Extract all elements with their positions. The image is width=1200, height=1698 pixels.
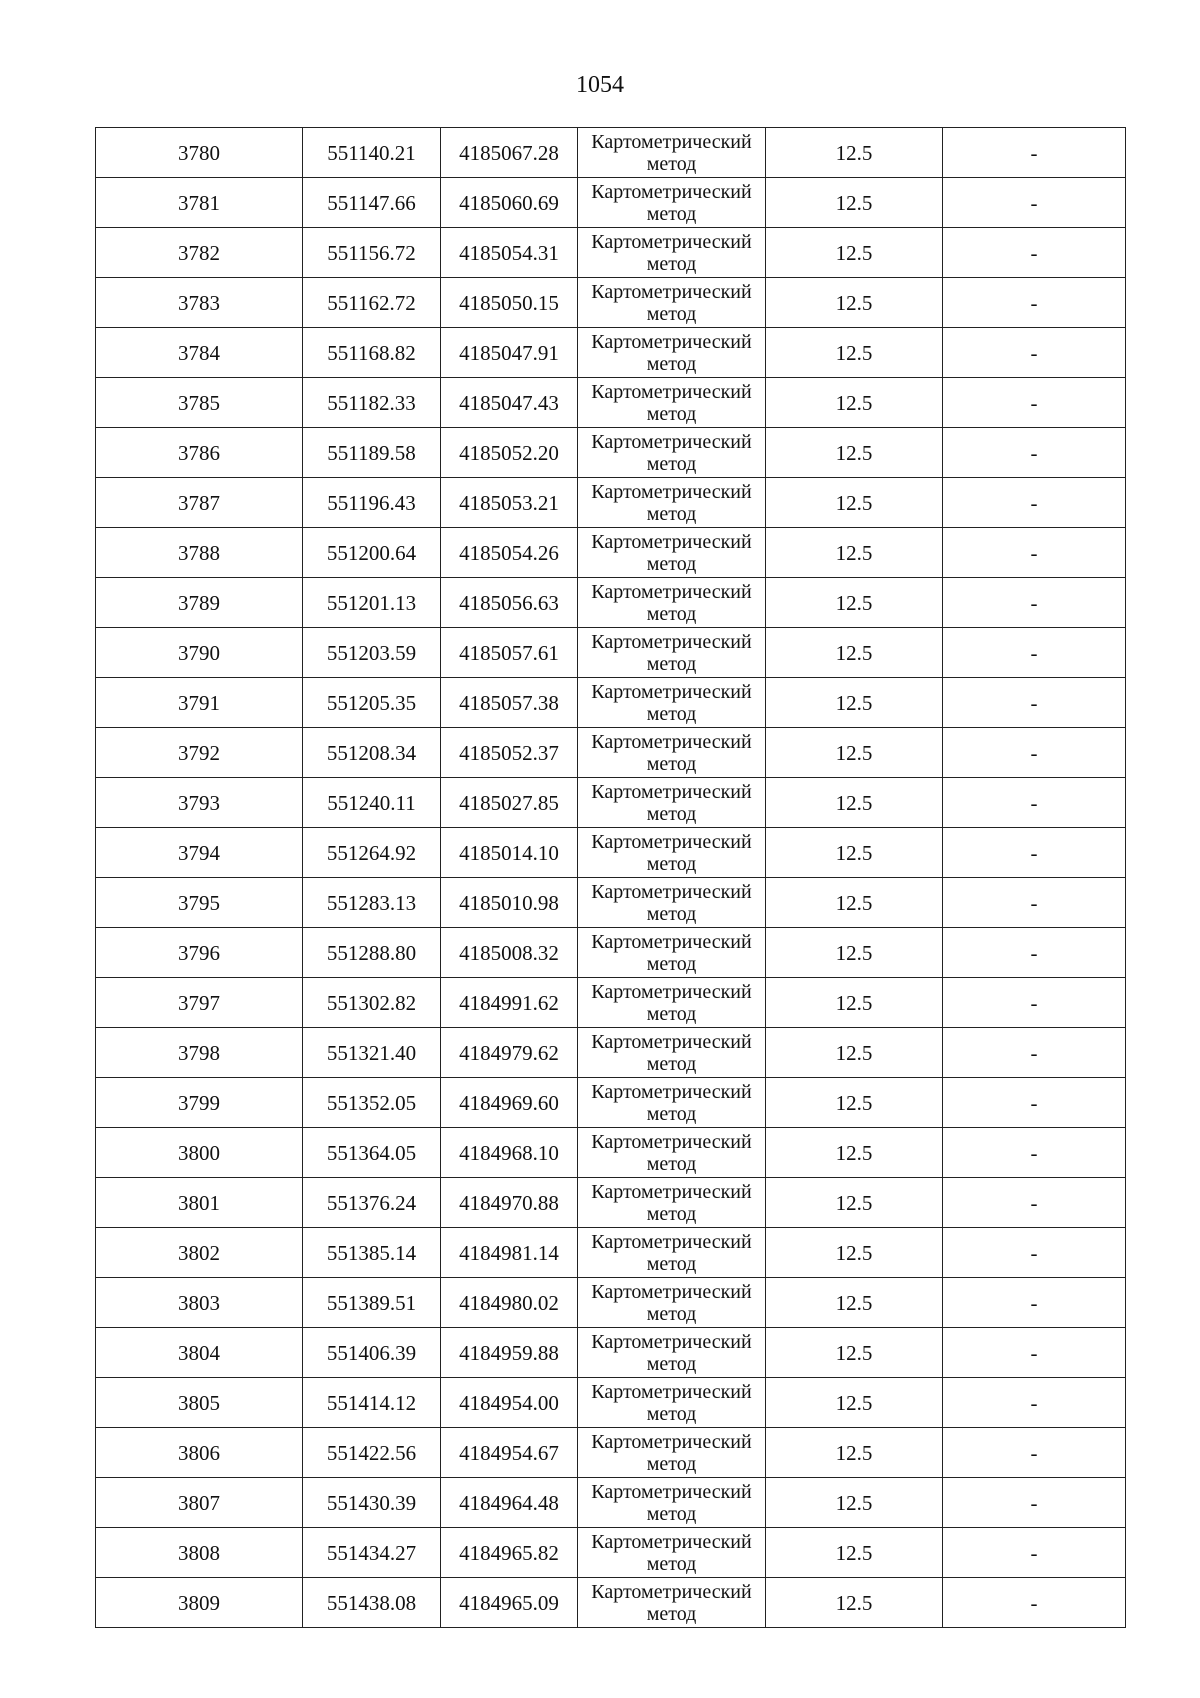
method-cell: Картометрический метод	[578, 628, 766, 678]
note-cell: -	[943, 428, 1126, 478]
note-cell: -	[943, 1328, 1126, 1378]
point-number-cell: 3793	[96, 778, 303, 828]
method-cell: Картометрический метод	[578, 178, 766, 228]
x-coordinate-cell: 551364.05	[303, 1128, 441, 1178]
method-cell: Картометрический метод	[578, 828, 766, 878]
y-coordinate-cell: 4185057.61	[441, 628, 578, 678]
accuracy-cell: 12.5	[766, 628, 943, 678]
point-number-cell: 3790	[96, 628, 303, 678]
accuracy-cell: 12.5	[766, 1228, 943, 1278]
method-cell: Картометрический метод	[578, 1278, 766, 1328]
point-number-cell: 3808	[96, 1528, 303, 1578]
method-cell: Картометрический метод	[578, 1028, 766, 1078]
note-cell: -	[943, 1028, 1126, 1078]
x-coordinate-cell: 551240.11	[303, 778, 441, 828]
accuracy-cell: 12.5	[766, 1428, 943, 1478]
accuracy-cell: 12.5	[766, 1078, 943, 1128]
accuracy-cell: 12.5	[766, 1278, 943, 1328]
y-coordinate-cell: 4185050.15	[441, 278, 578, 328]
method-cell: Картометрический метод	[578, 878, 766, 928]
method-cell: Картометрический метод	[578, 378, 766, 428]
table-row	[96, 828, 1126, 878]
table-row	[96, 128, 1126, 178]
y-coordinate-cell: 4184964.48	[441, 1478, 578, 1528]
method-cell: Картометрический метод	[578, 578, 766, 628]
x-coordinate-cell: 551389.51	[303, 1278, 441, 1328]
note-cell: -	[943, 978, 1126, 1028]
x-coordinate-cell: 551288.80	[303, 928, 441, 978]
x-coordinate-cell: 551205.35	[303, 678, 441, 728]
y-coordinate-cell: 4184970.88	[441, 1178, 578, 1228]
note-cell: -	[943, 928, 1126, 978]
method-cell: Картометрический метод	[578, 428, 766, 478]
method-cell: Картометрический метод	[578, 678, 766, 728]
point-number-cell: 3804	[96, 1328, 303, 1378]
x-coordinate-cell: 551264.92	[303, 828, 441, 878]
accuracy-cell: 12.5	[766, 528, 943, 578]
method-cell: Картометрический метод	[578, 528, 766, 578]
method-cell: Картометрический метод	[578, 1228, 766, 1278]
x-coordinate-cell: 551200.64	[303, 528, 441, 578]
table-row	[96, 1328, 1126, 1378]
y-coordinate-cell: 4185010.98	[441, 878, 578, 928]
x-coordinate-cell: 551140.21	[303, 128, 441, 178]
y-coordinate-cell: 4184979.62	[441, 1028, 578, 1078]
point-number-cell: 3787	[96, 478, 303, 528]
accuracy-cell: 12.5	[766, 1028, 943, 1078]
point-number-cell: 3794	[96, 828, 303, 878]
note-cell: -	[943, 678, 1126, 728]
method-cell: Картометрический метод	[578, 728, 766, 778]
table-row	[96, 978, 1126, 1028]
point-number-cell: 3805	[96, 1378, 303, 1428]
x-coordinate-cell: 551147.66	[303, 178, 441, 228]
note-cell: -	[943, 778, 1126, 828]
method-cell: Картометрический метод	[578, 1578, 766, 1628]
y-coordinate-cell: 4185054.26	[441, 528, 578, 578]
accuracy-cell: 12.5	[766, 828, 943, 878]
table-row	[96, 1178, 1126, 1228]
accuracy-cell: 12.5	[766, 1378, 943, 1428]
table-body	[96, 128, 1126, 1628]
method-cell: Картометрический метод	[578, 1078, 766, 1128]
accuracy-cell: 12.5	[766, 1478, 943, 1528]
note-cell: -	[943, 878, 1126, 928]
x-coordinate-cell: 551430.39	[303, 1478, 441, 1528]
point-number-cell: 3809	[96, 1578, 303, 1628]
point-number-cell: 3802	[96, 1228, 303, 1278]
y-coordinate-cell: 4184959.88	[441, 1328, 578, 1378]
accuracy-cell: 12.5	[766, 378, 943, 428]
accuracy-cell: 12.5	[766, 428, 943, 478]
note-cell: -	[943, 728, 1126, 778]
point-number-cell: 3792	[96, 728, 303, 778]
note-cell: -	[943, 1128, 1126, 1178]
table-row	[96, 1278, 1126, 1328]
point-number-cell: 3798	[96, 1028, 303, 1078]
y-coordinate-cell: 4184981.14	[441, 1228, 578, 1278]
x-coordinate-cell: 551321.40	[303, 1028, 441, 1078]
point-number-cell: 3791	[96, 678, 303, 728]
method-cell: Картометрический метод	[578, 1178, 766, 1228]
y-coordinate-cell: 4185027.85	[441, 778, 578, 828]
x-coordinate-cell: 551208.34	[303, 728, 441, 778]
point-number-cell: 3789	[96, 578, 303, 628]
accuracy-cell: 12.5	[766, 928, 943, 978]
page-number: 1054	[576, 72, 624, 98]
point-number-cell: 3806	[96, 1428, 303, 1478]
y-coordinate-cell: 4185060.69	[441, 178, 578, 228]
y-coordinate-cell: 4184954.67	[441, 1428, 578, 1478]
table-row	[96, 1478, 1126, 1528]
table-row	[96, 628, 1126, 678]
x-coordinate-cell: 551352.05	[303, 1078, 441, 1128]
accuracy-cell: 12.5	[766, 728, 943, 778]
method-cell: Картометрический метод	[578, 128, 766, 178]
point-number-cell: 3781	[96, 178, 303, 228]
point-number-cell: 3795	[96, 878, 303, 928]
method-cell: Картометрический метод	[578, 1478, 766, 1528]
point-number-cell: 3786	[96, 428, 303, 478]
note-cell: -	[943, 1078, 1126, 1128]
x-coordinate-cell: 551434.27	[303, 1528, 441, 1578]
y-coordinate-cell: 4185014.10	[441, 828, 578, 878]
accuracy-cell: 12.5	[766, 178, 943, 228]
method-cell: Картометрический метод	[578, 228, 766, 278]
y-coordinate-cell: 4184980.02	[441, 1278, 578, 1328]
point-number-cell: 3800	[96, 1128, 303, 1178]
note-cell: -	[943, 1378, 1126, 1428]
note-cell: -	[943, 528, 1126, 578]
point-number-cell: 3803	[96, 1278, 303, 1328]
x-coordinate-cell: 551302.82	[303, 978, 441, 1028]
table-row	[96, 928, 1126, 978]
point-number-cell: 3784	[96, 328, 303, 378]
note-cell: -	[943, 1228, 1126, 1278]
table-row	[96, 528, 1126, 578]
note-cell: -	[943, 628, 1126, 678]
x-coordinate-cell: 551203.59	[303, 628, 441, 678]
table-row	[96, 228, 1126, 278]
y-coordinate-cell: 4184965.82	[441, 1528, 578, 1578]
table-row	[96, 578, 1126, 628]
accuracy-cell: 12.5	[766, 128, 943, 178]
note-cell: -	[943, 1478, 1126, 1528]
accuracy-cell: 12.5	[766, 278, 943, 328]
accuracy-cell: 12.5	[766, 328, 943, 378]
table-row	[96, 478, 1126, 528]
y-coordinate-cell: 4184965.09	[441, 1578, 578, 1628]
x-coordinate-cell: 551376.24	[303, 1178, 441, 1228]
note-cell: -	[943, 1178, 1126, 1228]
y-coordinate-cell: 4185056.63	[441, 578, 578, 628]
table-row	[96, 1428, 1126, 1478]
point-number-cell: 3782	[96, 228, 303, 278]
note-cell: -	[943, 1428, 1126, 1478]
table-row	[96, 728, 1126, 778]
point-number-cell: 3797	[96, 978, 303, 1028]
x-coordinate-cell: 551406.39	[303, 1328, 441, 1378]
accuracy-cell: 12.5	[766, 1128, 943, 1178]
table-row	[96, 428, 1126, 478]
note-cell: -	[943, 378, 1126, 428]
method-cell: Картометрический метод	[578, 478, 766, 528]
point-number-cell: 3796	[96, 928, 303, 978]
x-coordinate-cell: 551414.12	[303, 1378, 441, 1428]
accuracy-cell: 12.5	[766, 778, 943, 828]
point-number-cell: 3799	[96, 1078, 303, 1128]
note-cell: -	[943, 578, 1126, 628]
y-coordinate-cell: 4185057.38	[441, 678, 578, 728]
note-cell: -	[943, 1278, 1126, 1328]
y-coordinate-cell: 4185053.21	[441, 478, 578, 528]
y-coordinate-cell: 4185052.20	[441, 428, 578, 478]
note-cell: -	[943, 828, 1126, 878]
x-coordinate-cell: 551156.72	[303, 228, 441, 278]
method-cell: Картометрический метод	[578, 278, 766, 328]
accuracy-cell: 12.5	[766, 1528, 943, 1578]
point-number-cell: 3801	[96, 1178, 303, 1228]
note-cell: -	[943, 328, 1126, 378]
point-number-cell: 3807	[96, 1478, 303, 1528]
y-coordinate-cell: 4184969.60	[441, 1078, 578, 1128]
x-coordinate-cell: 551385.14	[303, 1228, 441, 1278]
table-row	[96, 678, 1126, 728]
table-row	[96, 878, 1126, 928]
method-cell: Картометрический метод	[578, 1428, 766, 1478]
table-row	[96, 1028, 1126, 1078]
x-coordinate-cell: 551162.72	[303, 278, 441, 328]
method-cell: Картометрический метод	[578, 1328, 766, 1378]
x-coordinate-cell: 551422.56	[303, 1428, 441, 1478]
method-cell: Картометрический метод	[578, 978, 766, 1028]
accuracy-cell: 12.5	[766, 478, 943, 528]
table-row	[96, 278, 1126, 328]
table-row	[96, 1378, 1126, 1428]
accuracy-cell: 12.5	[766, 1578, 943, 1628]
y-coordinate-cell: 4185008.32	[441, 928, 578, 978]
method-cell: Картометрический метод	[578, 1528, 766, 1578]
y-coordinate-cell: 4185067.28	[441, 128, 578, 178]
y-coordinate-cell: 4185047.91	[441, 328, 578, 378]
table-row	[96, 328, 1126, 378]
table-row	[96, 1128, 1126, 1178]
point-number-cell: 3783	[96, 278, 303, 328]
note-cell: -	[943, 478, 1126, 528]
method-cell: Картометрический метод	[578, 1378, 766, 1428]
table-row	[96, 1078, 1126, 1128]
accuracy-cell: 12.5	[766, 678, 943, 728]
accuracy-cell: 12.5	[766, 228, 943, 278]
table-row	[96, 1528, 1126, 1578]
point-number-cell: 3780	[96, 128, 303, 178]
method-cell: Картометрический метод	[578, 928, 766, 978]
x-coordinate-cell: 551196.43	[303, 478, 441, 528]
note-cell: -	[943, 278, 1126, 328]
accuracy-cell: 12.5	[766, 1328, 943, 1378]
table-row	[96, 178, 1126, 228]
y-coordinate-cell: 4185047.43	[441, 378, 578, 428]
coordinates-table	[95, 127, 1126, 1628]
x-coordinate-cell: 551189.58	[303, 428, 441, 478]
note-cell: -	[943, 1578, 1126, 1628]
x-coordinate-cell: 551182.33	[303, 378, 441, 428]
y-coordinate-cell: 4184954.00	[441, 1378, 578, 1428]
x-coordinate-cell: 551201.13	[303, 578, 441, 628]
table-row	[96, 778, 1126, 828]
accuracy-cell: 12.5	[766, 1178, 943, 1228]
method-cell: Картометрический метод	[578, 328, 766, 378]
accuracy-cell: 12.5	[766, 578, 943, 628]
note-cell: -	[943, 128, 1126, 178]
table-row	[96, 1578, 1126, 1628]
y-coordinate-cell: 4185052.37	[441, 728, 578, 778]
note-cell: -	[943, 1528, 1126, 1578]
accuracy-cell: 12.5	[766, 978, 943, 1028]
point-number-cell: 3785	[96, 378, 303, 428]
method-cell: Картометрический метод	[578, 1128, 766, 1178]
table-row	[96, 378, 1126, 428]
y-coordinate-cell: 4184968.10	[441, 1128, 578, 1178]
x-coordinate-cell: 551168.82	[303, 328, 441, 378]
x-coordinate-cell: 551283.13	[303, 878, 441, 928]
note-cell: -	[943, 178, 1126, 228]
x-coordinate-cell: 551438.08	[303, 1578, 441, 1628]
y-coordinate-cell: 4185054.31	[441, 228, 578, 278]
accuracy-cell: 12.5	[766, 878, 943, 928]
y-coordinate-cell: 4184991.62	[441, 978, 578, 1028]
note-cell: -	[943, 228, 1126, 278]
table-row	[96, 1228, 1126, 1278]
point-number-cell: 3788	[96, 528, 303, 578]
method-cell: Картометрический метод	[578, 778, 766, 828]
